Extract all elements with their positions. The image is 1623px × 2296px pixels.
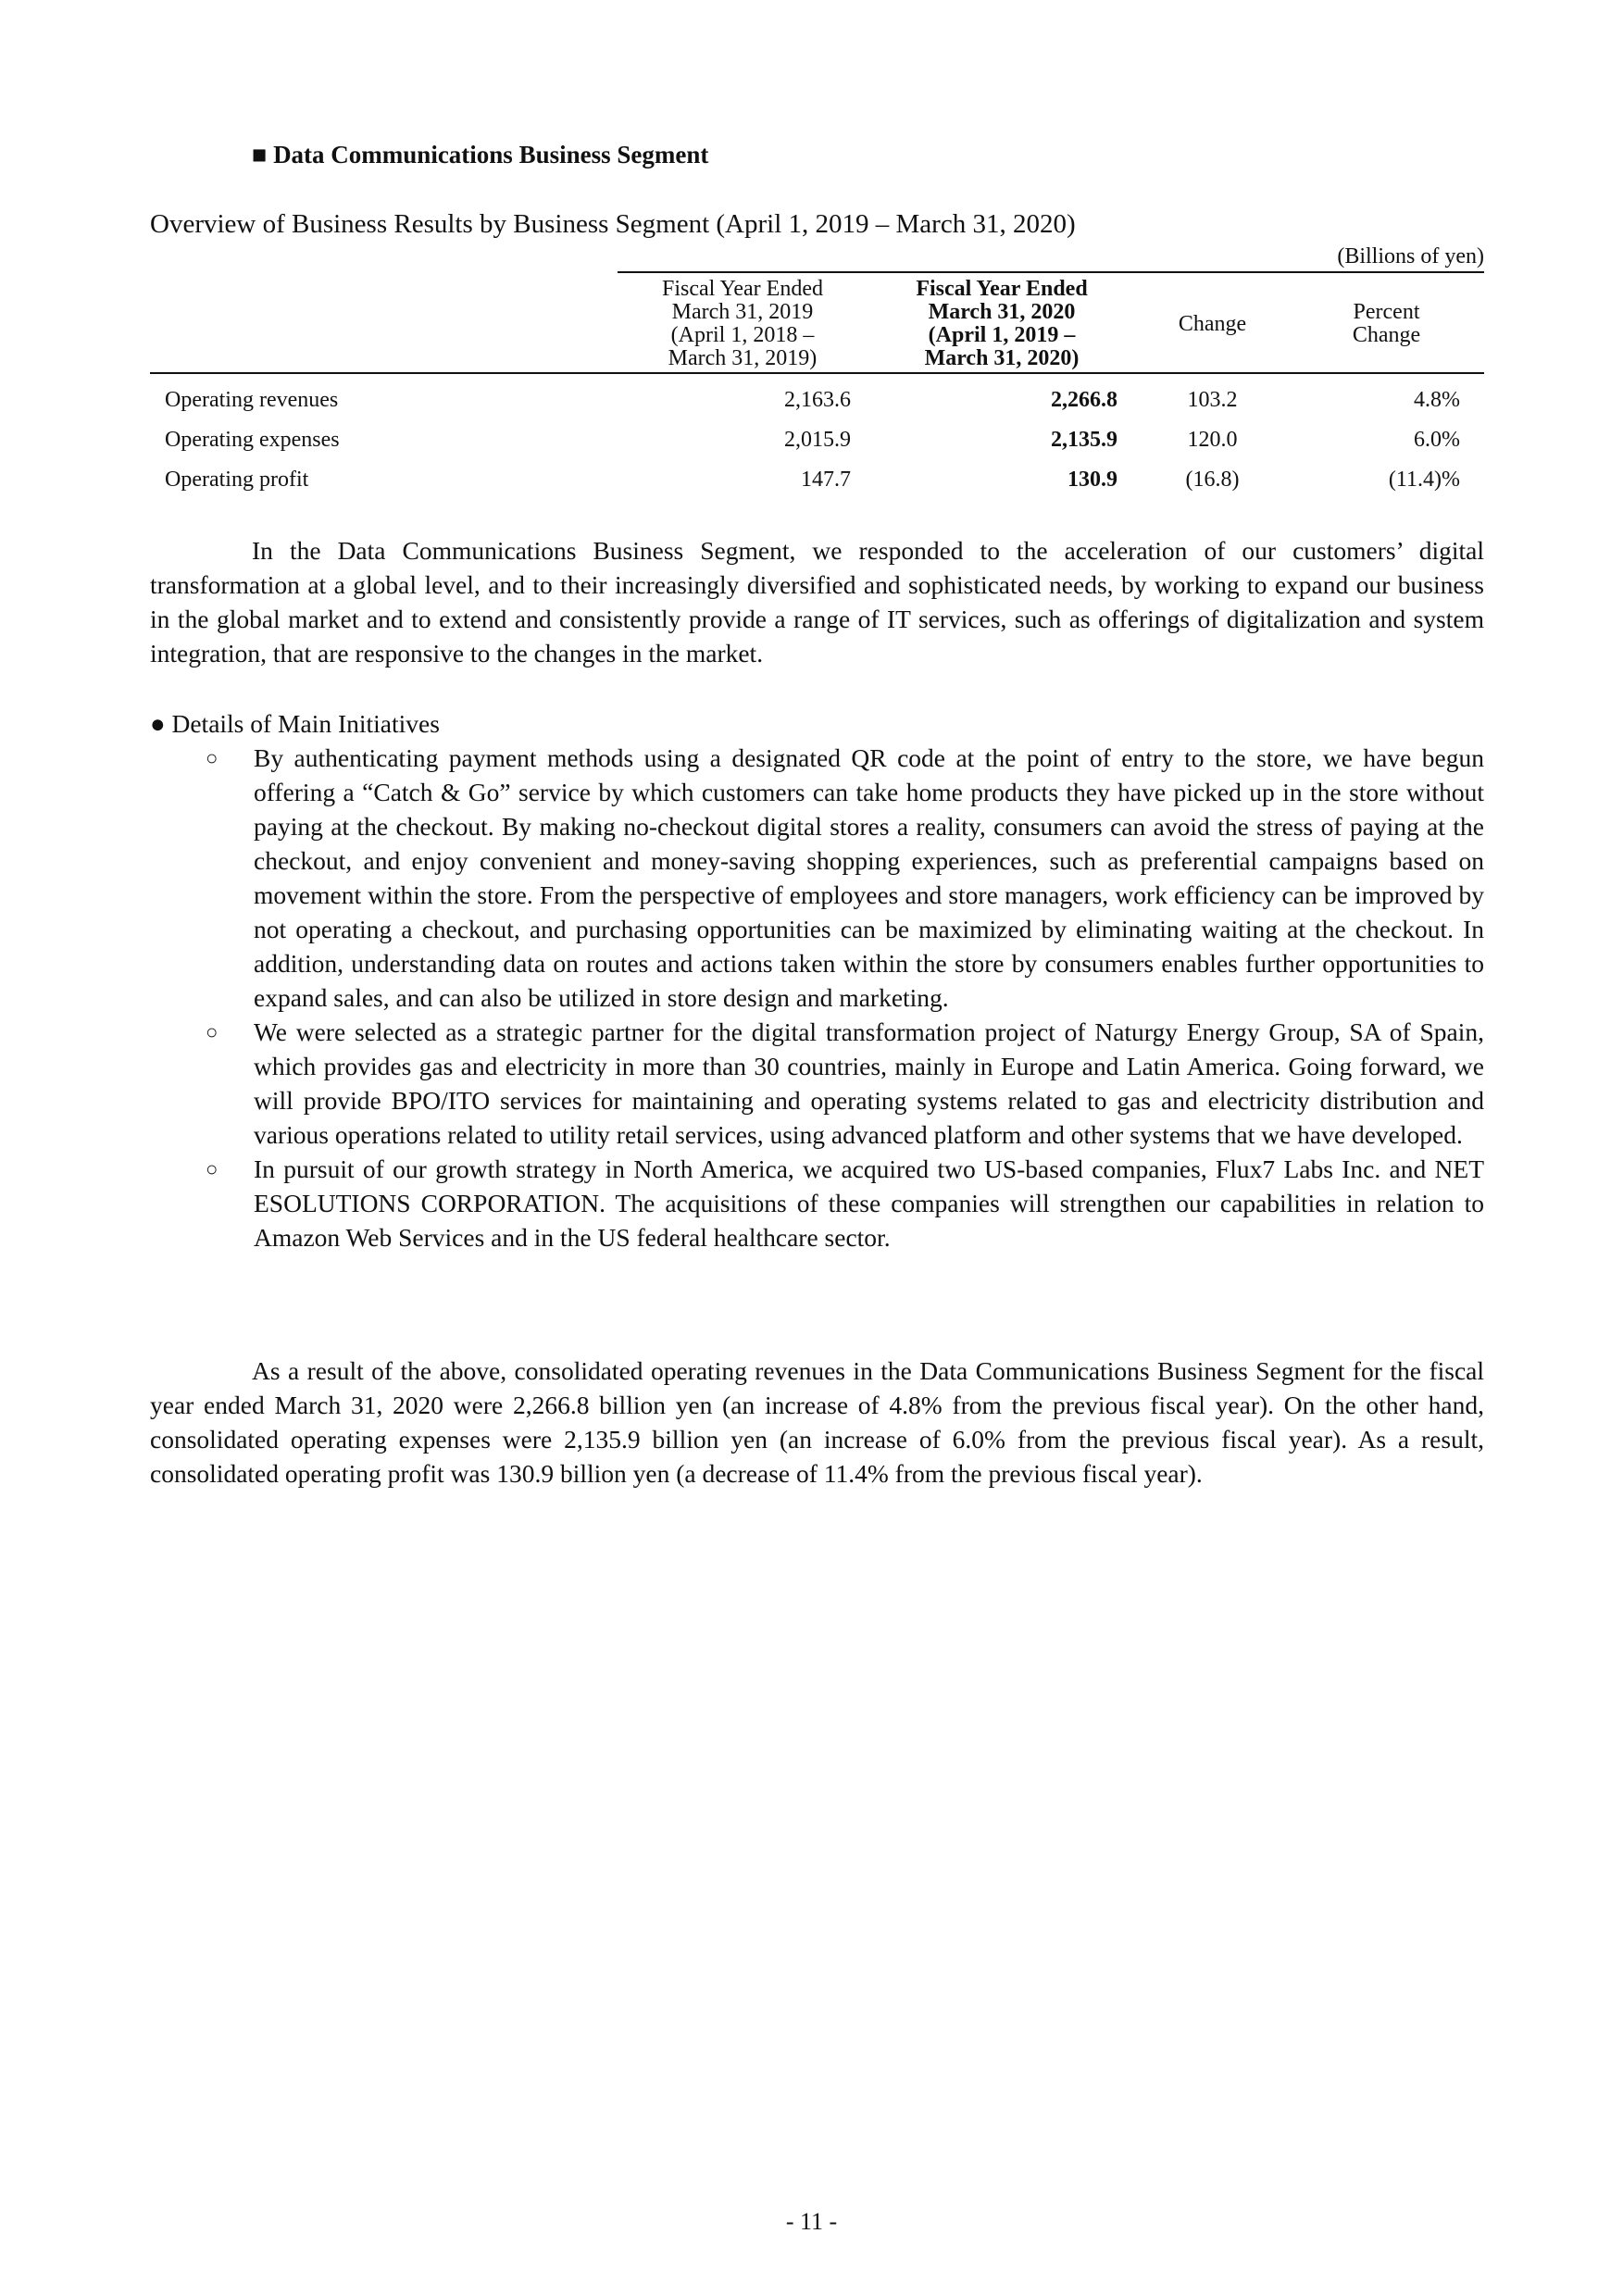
list-item xyxy=(194,1015,1484,1152)
row-label: Operating profit xyxy=(165,467,309,492)
hollow-circle-bullet-icon: ○ xyxy=(206,1020,218,1043)
hollow-circle-bullet-icon: ○ xyxy=(206,1157,218,1180)
row-label: Operating revenues xyxy=(165,387,339,412)
curr-fy-value: 130.9 xyxy=(1067,467,1117,492)
header-prev-fy-line: March 31, 2019 xyxy=(671,300,814,324)
change-value: (16.8) xyxy=(1185,467,1240,492)
section-heading xyxy=(252,139,708,170)
initiatives-title: ● Details of Main Initiatives xyxy=(150,709,440,738)
header-curr-fy-line: March 31, 2020 xyxy=(928,300,1076,324)
intro-paragraph xyxy=(150,533,1484,670)
result-paragraph xyxy=(150,1354,1484,1491)
header-curr-fy-line: March 31, 2020) xyxy=(924,346,1080,370)
prev-fy-value: 2,163.6 xyxy=(784,387,851,412)
list-item-text: By authenticating payment methods using a designated QR code at the point of entry to the store, we have begun offering a “Catch & Go” service by which customers can take home products they have picked up in the store without paying at the checkout. By making no-checkout digital stores a reality, consumers can avoid the stress of paying at the checkout, and enjoy convenient and money-saving shopping experiences, such as preferential campaigns based on movement within the store. From the perspective of employees and store managers, work efficiency can be improved by not operating a checkout, and purchasing opportunities can be maximized by eliminating waiting at the checkout. In addition, understanding data on routes and actions taken within the store by consumers enables further opportunities to expand sales, and can also be utilized in store design and marketing. xyxy=(254,743,1484,1012)
unit-label: (Billions of yen) xyxy=(1337,244,1484,268)
list-item xyxy=(194,741,1484,1015)
header-prev-fy-line: Fiscal Year Ended xyxy=(662,277,823,301)
initiatives-list xyxy=(194,741,1484,1254)
header-empty xyxy=(150,272,618,373)
header-change: Change xyxy=(1136,272,1289,373)
section-marker: ■ xyxy=(252,141,268,168)
percent-change-value: 4.8% xyxy=(1414,387,1460,412)
curr-fy-value: 2,135.9 xyxy=(1051,427,1117,452)
list-item-text: In pursuit of our growth strategy in North America, we acquired two US-based companies, Flux7 Labs Inc. and NET ESOLUTIONS CORPORATION. The acquisitions of these companies will strengthen our capabilities in relation to Amazon Web Services and in the US federal healthcare sector. xyxy=(254,1154,1484,1252)
change-value: 103.2 xyxy=(1187,387,1238,412)
results-table xyxy=(150,271,1484,499)
intro-paragraph-text: In the Data Communications Business Segment, we responded to the acceleration of our customers’ digital transformation at a global level, and to their increasingly diversified and sophisticated needs, by working to expand our business in the global market and to extend and consistently provide a range of IT services, such as offerings of digitalization and system integration, that are responsive to the changes in the market. xyxy=(150,536,1484,668)
table-row xyxy=(150,373,1484,419)
header-percent-line: Percent xyxy=(1353,300,1420,324)
row-label: Operating expenses xyxy=(165,427,340,452)
overview-title: Overview of Business Results by Business Segment (April 1, 2019 – March 31, 2020) xyxy=(150,209,1076,239)
prev-fy-value: 2,015.9 xyxy=(784,427,851,452)
curr-fy-value: 2,266.8 xyxy=(1051,387,1117,412)
header-prev-fy-line: (April 1, 2018 – xyxy=(670,323,815,347)
percent-change-value: (11.4)% xyxy=(1388,467,1460,492)
header-curr-fy-line: Fiscal Year Ended xyxy=(916,277,1088,301)
percent-change-value: 6.0% xyxy=(1414,427,1460,452)
list-item-text: We were selected as a strategic partner for the digital transformation project of Naturgy Energy Group, SA of Spain, which provides gas and electricity in more than 30 countries, mainly in Europe and Latin America. Going forward, we will provide BPO/ITO services for maintaining and operating systems related to gas and electricity distribution and various operations related to utility retail services, using advanced platform and other systems that we have developed. xyxy=(254,1017,1484,1149)
header-prev-fy-line: March 31, 2019) xyxy=(668,346,818,370)
header-percent-change xyxy=(1289,272,1484,373)
hollow-circle-bullet-icon: ○ xyxy=(206,746,218,769)
header-curr-fy-line: (April 1, 2019 – xyxy=(928,323,1076,347)
header-curr-fy xyxy=(868,272,1136,373)
list-item xyxy=(194,1152,1484,1254)
page-number: - 11 - xyxy=(785,2208,838,2235)
prev-fy-value: 147.7 xyxy=(801,467,851,492)
section-title: Data Communications Business Segment xyxy=(273,141,709,168)
header-prev-fy xyxy=(618,272,868,373)
header-percent-line: Change xyxy=(1352,323,1421,347)
table-row xyxy=(150,459,1484,499)
table-row xyxy=(150,419,1484,459)
result-paragraph-text: As a result of the above, consolidated operating revenues in the Data Communications Business Segment for the fiscal year ended March 31, 2020 were 2,266.8 billion yen (an increase of 4.8% from the previous fiscal year). On the other hand, consolidated operating expenses were 2,135.9 billion yen (an increase of 6.0% from the previous fiscal year). As a result, consolidated operating profit was 130.9 billion yen (a decrease of 11.4% from the previous fiscal year). xyxy=(150,1356,1484,1488)
change-value: 120.0 xyxy=(1187,427,1238,452)
table-header-row xyxy=(150,272,1484,373)
